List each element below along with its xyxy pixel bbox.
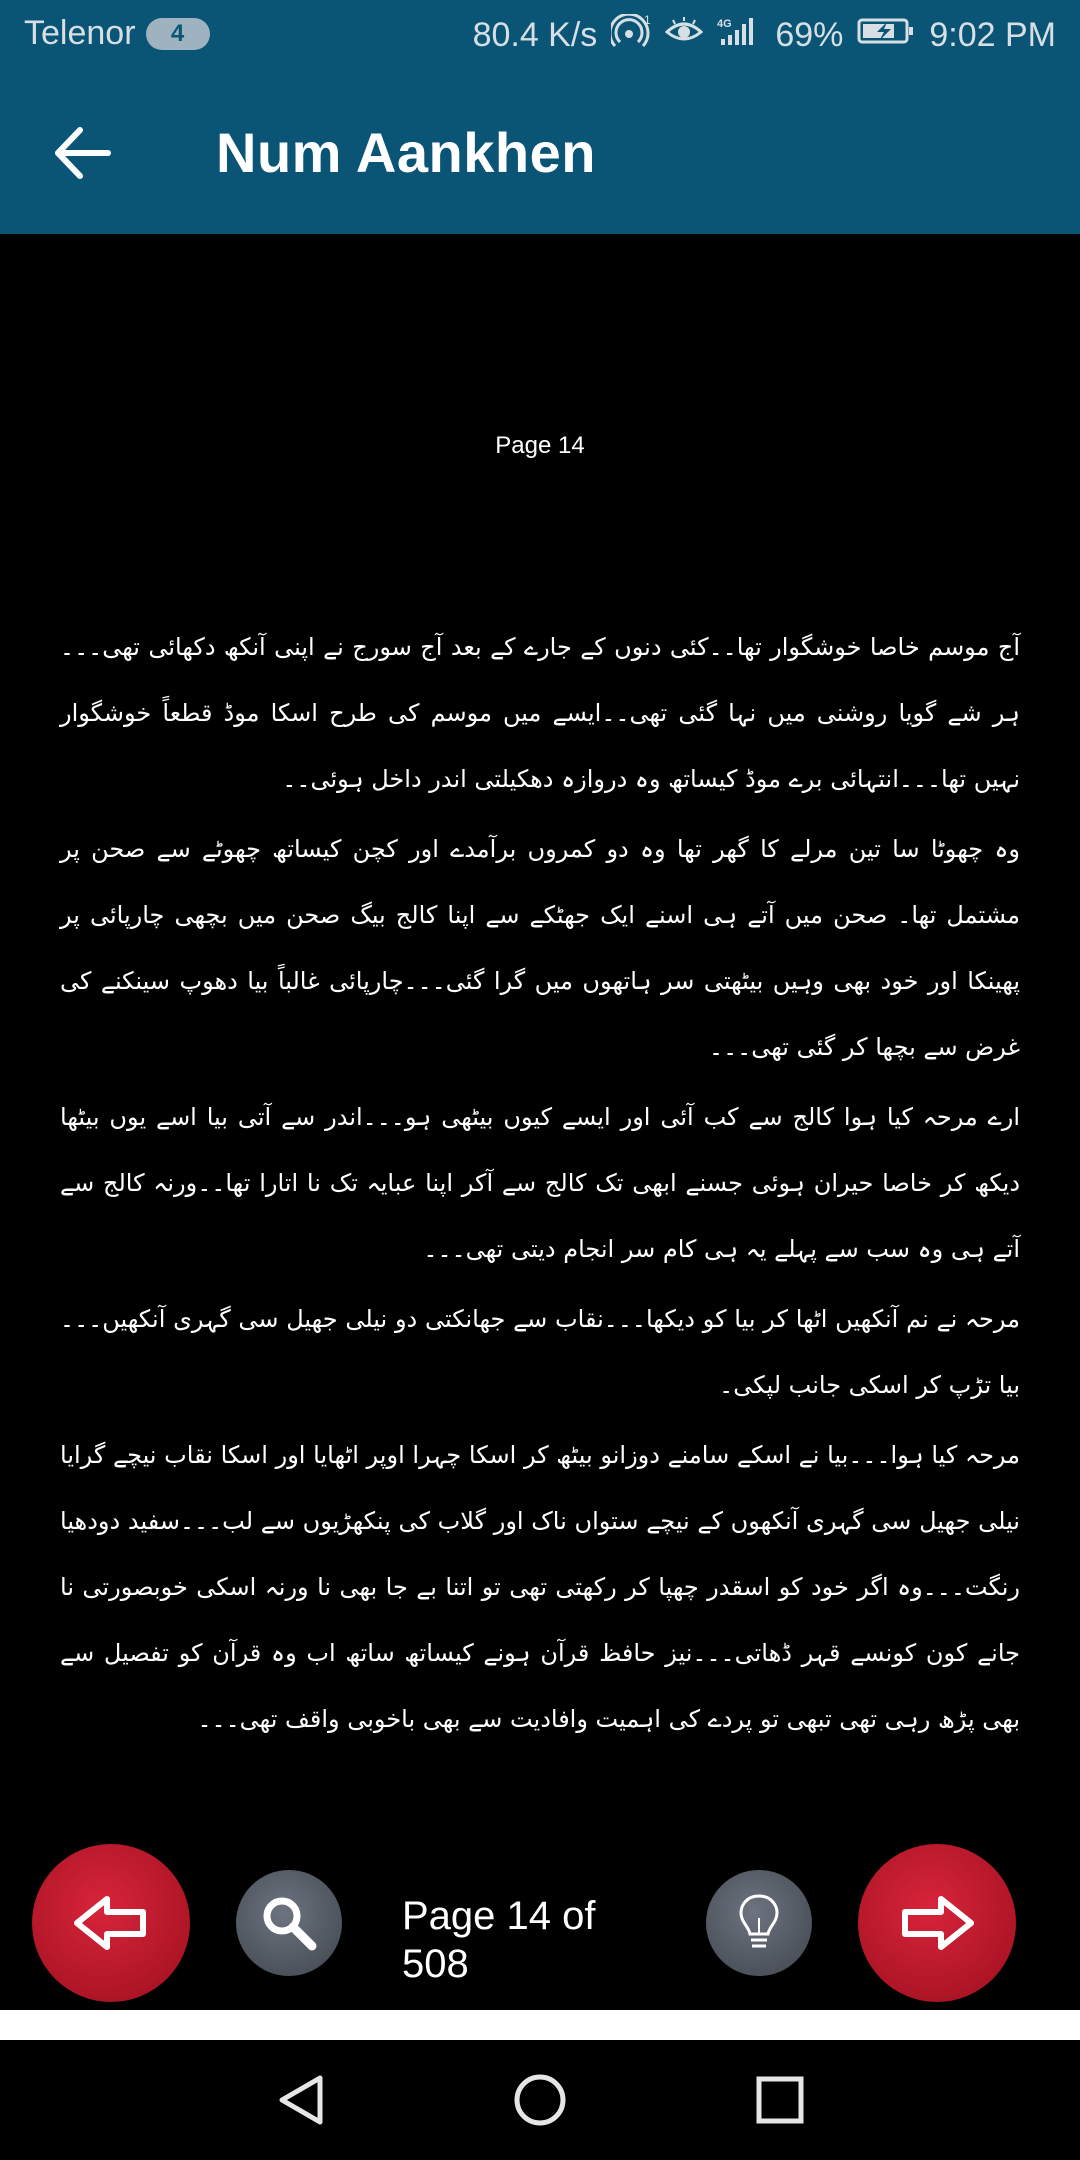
- arrow-right-outline-icon: [897, 1893, 977, 1953]
- previous-page-button[interactable]: [32, 1844, 190, 2002]
- notification-badge: 4: [146, 18, 210, 50]
- page-status: Page 14 of 508: [402, 1894, 596, 1986]
- hotspot-icon: [611, 14, 651, 57]
- arrow-left-icon: [50, 122, 120, 184]
- svg-text:4G: 4G: [717, 18, 732, 30]
- book-title: Num Aankhen: [216, 121, 596, 184]
- paragraph: آج موسم خاصا خوشگوار تھا۔۔کئی دنوں کے جارے کے بعد آج سورج نے اپنی آنکھ دکھائی تھی۔۔۔ہر شے گویا روشنی میں نہا گئی تھی۔۔ایسے میں موسم کی طرح اسکا موڈ قطعاً خوشگوار نہیں تھا۔۔۔انتہائی برے موڈ کیساتھ وہ دروازہ دھکیلتی اندر داخل ہوئی۔۔: [60, 633, 1020, 793]
- status-left: [24, 14, 210, 53]
- battery-charging-icon: [857, 16, 915, 55]
- next-page-button[interactable]: [858, 1844, 1016, 2002]
- status-right: [473, 14, 1056, 57]
- page-label: Page 14: [495, 432, 585, 459]
- search-icon: [258, 1892, 320, 1954]
- battery-percent: 69%: [775, 16, 844, 54]
- hint-button[interactable]: [706, 1870, 812, 1976]
- paragraph: مرحہ کیا ہوا۔۔۔بیا نے اسکے سامنے دوزانو بیٹھ کر اسکا چہرا اوپر اٹھایا اور اسکا نقاب نیچے گرایا نیلی جھیل سی گہری آنکھوں کے نیچے ستواں ناک اور گلاب کی پنکھڑیوں سے لب۔۔۔سفید دودھیا رنگت۔۔۔وہ اگر خود کو اسقدر چھپا کر رکھتی تھی تو اتنا بے جا بھی نا ورنہ اسکی خوبصورتی نا جانے کون کونسے قہر ڈھاتی۔۔۔نیز حافظ قرآن ہونے کیساتھ ساتھ اب وہ قرآن کو تفصیل سے بھی پڑھ رہی تھی تبھی تو پردے کی اہمیت وافادیت سے بھی باخوبی واقف تھی۔۔۔: [60, 1441, 1020, 1733]
- lightbulb-icon: [737, 1892, 781, 1954]
- app-bar: [0, 72, 1080, 234]
- paragraph: مرحہ نے نم آنکھیں اٹھا کر بیا کو دیکھا۔۔۔نقاب سے جھانکتی دو نیلی جھیل سی گہری آنکھیں۔۔۔بیا تڑپ کر اسکی جانب لپکی۔: [60, 1305, 1020, 1399]
- nav-home-button[interactable]: [508, 2068, 572, 2132]
- reader-content[interactable]: [0, 234, 1080, 2024]
- status-bar: [0, 0, 1080, 72]
- reader-controls: [0, 1840, 1080, 2030]
- recents-square-icon: [754, 2074, 806, 2126]
- svg-text:1: 1: [644, 14, 651, 27]
- divider-strip: [0, 2010, 1080, 2040]
- signal-4g-icon: [717, 15, 761, 56]
- search-button[interactable]: [236, 1870, 342, 1976]
- nav-back-button[interactable]: [268, 2068, 332, 2132]
- paragraph: ارے مرحہ کیا ہوا کالج سے کب آئی اور ایسے کیوں بیٹھی ہو۔۔۔اندر سے آتی بیا اسے یوں بیٹھا دیکھ کر خاصا حیران ہوئی جسنے ابھی تک کالج سے آکر اپنا عبایہ تک نا اتارا تھا۔۔ورنہ کالج سے آتے ہی وہ سب سے پہلے یہ ہی کام سر انجام دیتی تھی۔۔۔: [60, 1103, 1020, 1263]
- home-circle-icon: [512, 2072, 568, 2128]
- arrow-left-outline-icon: [71, 1893, 151, 1953]
- system-nav-bar: [0, 2040, 1080, 2160]
- paragraph: وہ چھوٹا سا تین مرلے کا گھر تھا وہ دو کمروں برآمدے اور کچن کیساتھ چھوٹے سے صحن پر مشتمل تھا۔ صحن میں آتے ہی اسنے ایک جھٹکے سے اپنا کالج بیگ صحن میں بچھی چارپائی پر پھینکا اور خود بھی وہیں بیٹھتی سر ہاتھوں میں گرا گئی۔۔۔چارپائی غالباً بیا دھوپ سینکنے کی غرض سے بچھا کر گئی تھی۔۔۔: [60, 835, 1020, 1061]
- back-button[interactable]: [50, 122, 120, 184]
- page-text: [60, 614, 1020, 1756]
- nav-recents-button[interactable]: [748, 2068, 812, 2132]
- carrier-name: Telenor: [24, 14, 136, 52]
- network-speed: 80.4 K/s: [472, 16, 598, 54]
- clock: 9:02 PM: [929, 16, 1056, 54]
- eye-icon: [665, 16, 703, 55]
- back-triangle-icon: [274, 2072, 326, 2128]
